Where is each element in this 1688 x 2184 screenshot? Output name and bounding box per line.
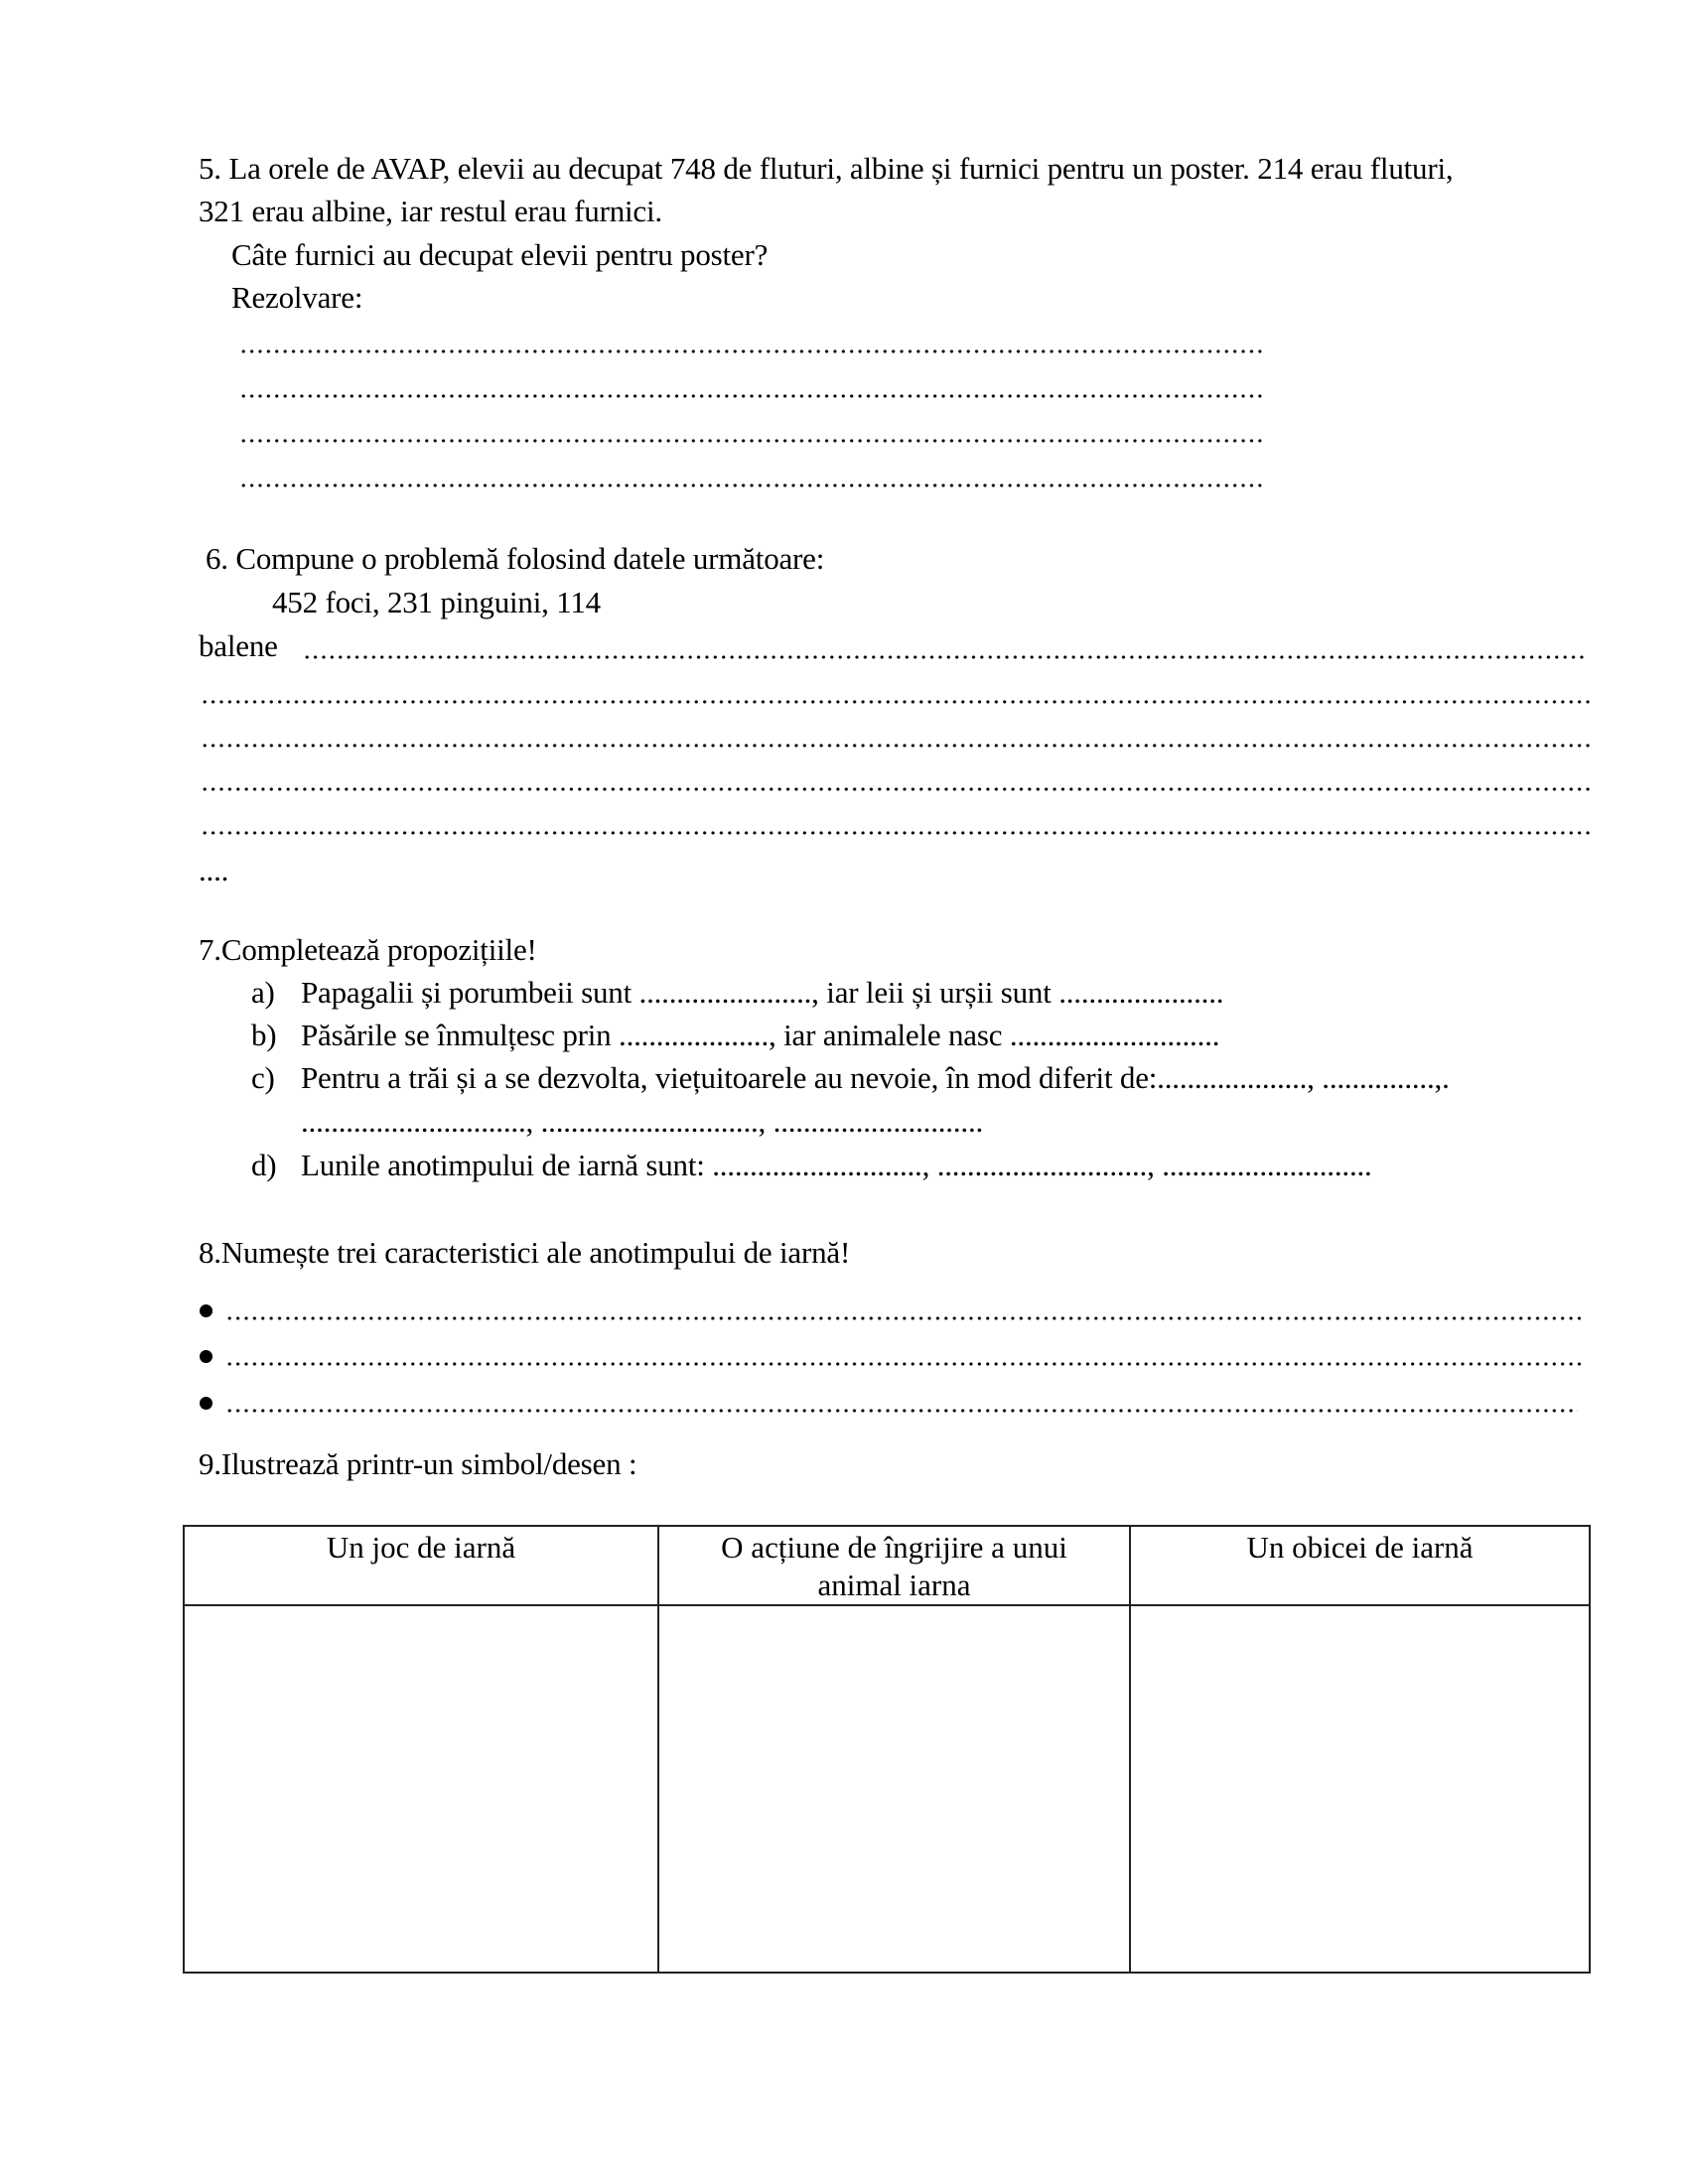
q7-item-b[interactable]: Păsările se înmulțesc prin ...................., iar animalele nasc ............................ xyxy=(301,1018,1220,1052)
q9-title: 9.Ilustrează printr-un simbol/desen : xyxy=(199,1446,637,1481)
bullet-icon xyxy=(200,1350,212,1363)
column-header-winter-custom: Un obicei de iarnă xyxy=(1130,1526,1590,1605)
q5-answer-line[interactable] xyxy=(239,394,1265,398)
q8-title: 8.Numește trei caracteristici ale anotimpului de iarnă! xyxy=(199,1235,851,1270)
q7-item-a[interactable]: Papagalii și porumbeii sunt ......................., iar leii și urșii sunt ...................... xyxy=(301,975,1224,1010)
q7-item-c[interactable]: Pentru a trăi și a se dezvolta, viețuitoarele au nevoie, în mod diferit de:...................., ...............,. xyxy=(301,1060,1450,1095)
column-header-winter-game: Un joc de iarnă xyxy=(184,1526,658,1605)
q6-answer-line[interactable] xyxy=(303,655,1584,659)
q7-item-letter-c: c) xyxy=(251,1060,275,1095)
q6-answer-line[interactable] xyxy=(201,787,1591,791)
q7-item-d[interactable]: Lunile anotimpului de iarnă sunt: ............................, ............................, ............................ xyxy=(301,1148,1372,1182)
bullet-icon xyxy=(200,1304,212,1317)
q7-title: 7.Completează propozițiile! xyxy=(199,932,537,967)
drawing-cell-winter-custom[interactable] xyxy=(1130,1605,1590,1973)
q6-answer-line[interactable] xyxy=(201,700,1591,704)
q8-answer-line[interactable] xyxy=(225,1409,1578,1413)
q8-answer-line[interactable] xyxy=(225,1316,1586,1320)
q5-solution-label: Rezolvare: xyxy=(231,280,363,315)
q8-answer-line[interactable] xyxy=(225,1362,1586,1366)
q7-item-letter-d: d) xyxy=(251,1148,277,1182)
q5-answer-line[interactable] xyxy=(239,349,1265,353)
q5-answer-line[interactable] xyxy=(239,483,1265,487)
drawing-cell-winter-game[interactable] xyxy=(184,1605,658,1973)
q5-answer-line[interactable] xyxy=(239,439,1265,443)
table-row xyxy=(184,1605,1590,1973)
q6-answer-line[interactable] xyxy=(201,831,1591,835)
q7-item-letter-a: a) xyxy=(251,975,275,1010)
column-header-animal-care: O acțiune de îngrijire a unui animal iarna xyxy=(658,1526,1130,1605)
q6-answer-tail: .... xyxy=(199,853,229,887)
q7-item-letter-b: b) xyxy=(251,1018,277,1052)
q6-title: 6. Compune o problemă folosind datele următoare: xyxy=(206,541,825,576)
q6-answer-line[interactable] xyxy=(201,744,1591,748)
q6-data-continued: balene xyxy=(199,628,278,663)
table-header-row xyxy=(184,1526,1590,1605)
q6-data-line: 452 foci, 231 pinguini, 114 xyxy=(272,585,601,619)
q5-statement-line1: 5. La orele de AVAP, elevii au decupat 748 de fluturi, albine și furnici pentru un poster. 214 erau fluturi, xyxy=(199,151,1454,186)
bullet-icon xyxy=(200,1397,212,1410)
q5-statement-line2: 321 erau albine, iar restul erau furnici. xyxy=(199,194,662,228)
q7-item-c-continued[interactable]: .............................., ............................., ............................ xyxy=(301,1104,984,1139)
q5-question: Câte furnici au decupat elevii pentru poster? xyxy=(231,237,769,272)
drawing-cell-animal-care[interactable] xyxy=(658,1605,1130,1973)
q9-drawing-table xyxy=(183,1525,1591,1974)
